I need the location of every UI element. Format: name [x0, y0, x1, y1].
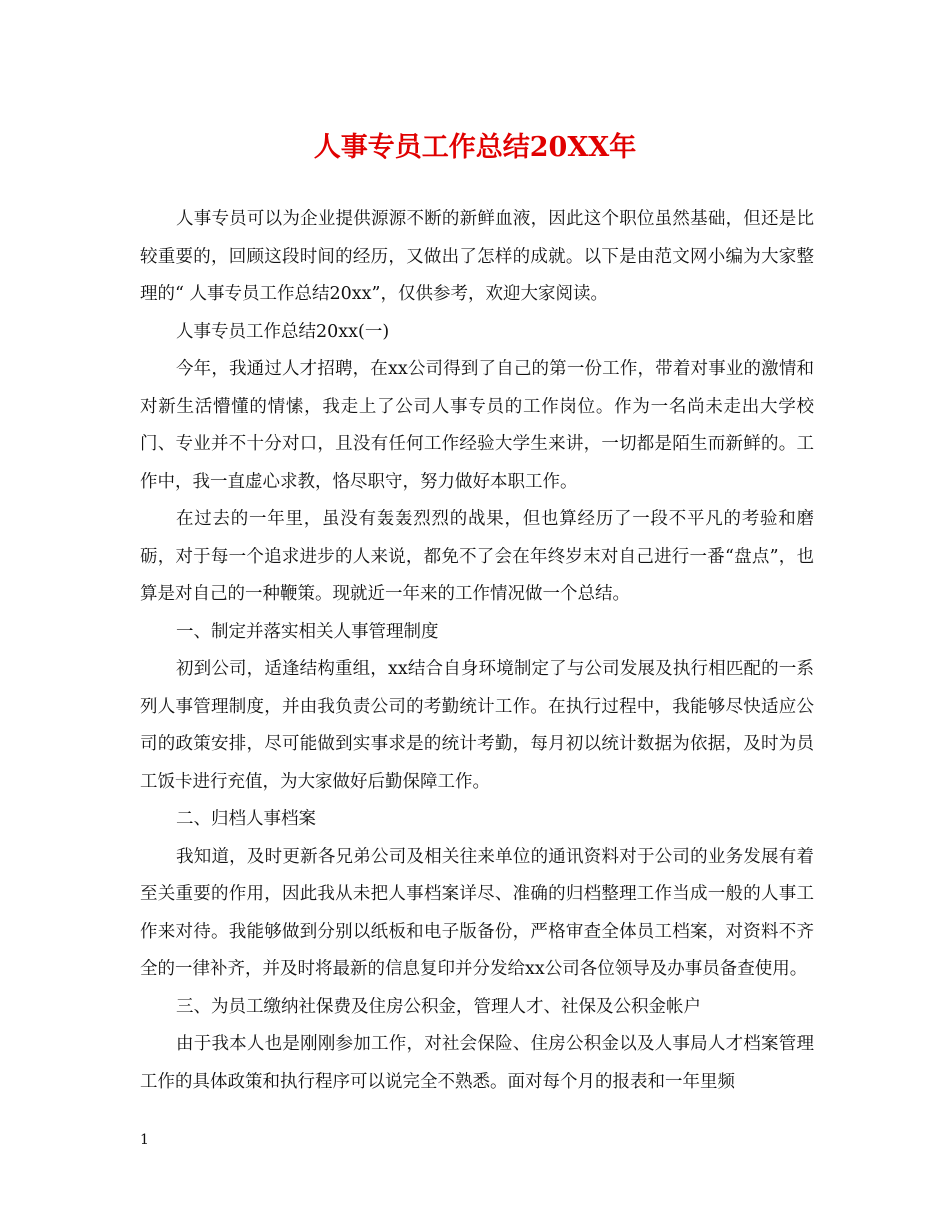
paragraph-social-insurance: 由于我本人也是刚刚参加工作，对社会保险、住房公积金以及人事局人才档案管理工作的具体政策和执行程序可以说完全不熟悉。面对每个月的报表和一年里频 [140, 1034, 814, 1092]
section-heading-rules: 一、制定并落实相关人事管理制度 [176, 621, 439, 642]
page-number: 1 [140, 1132, 149, 1148]
document-title: 人事专员工作总结20XX年 [313, 132, 637, 163]
document-body [140, 201, 814, 1101]
section-heading-summary-one: 人事专员工作总结20xx(一) [176, 321, 390, 342]
paragraph-intro: 人事专员可以为企业提供源源不断的新鲜血液，因此这个职位虽然基础，但还是比较重要的，回顾这段时间的经历，又做出了怎样的成就。以下是由范文网小编为大家整理的“ 人事专员工作总结20xx”，仅供参考，欢迎大家阅读。 [140, 209, 814, 304]
paragraph-archives: 我知道，及时更新各兄弟公司及相关往来单位的通讯资料对于公司的业务发展有着至关重要的作用，因此我从未把人事档案详尽、准确的归档整理工作当成一般的人事工作来对待。我能够做到分别以纸板和电子版备份，严格审查全体员工档案，对资料不齐全的一律补齐，并及时将最新的信息复印并分发给xx公司各位领导及办事员备查使用。 [140, 846, 814, 979]
paragraph-rules: 初到公司，适逢结构重组，xx结合自身环境制定了与公司发展及执行相匹配的一系列人事管理制度，并由我负责公司的考勤统计工作。在执行过程中，我能够尽快适应公司的政策安排，尽可能做到实事求是的统计考勤，每月初以统计数据为依据，及时为员工饭卡进行充值，为大家做好后勤保障工作。 [140, 659, 814, 792]
section-heading-archives: 二、归档人事档案 [176, 809, 316, 829]
section-heading-social-insurance: 三、为员工缴纳社保费及住房公积金，管理人才、社保及公积金帐户 [176, 996, 701, 1017]
paragraph-year-review: 在过去的一年里，虽没有轰轰烈烈的战果，但也算经历了一段不平凡的考验和磨砺，对于每一个追求进步的人来说，都免不了会在年终岁末对自己进行一番“盘点”，也算是对自己的一种鞭策。现就近一年来的工作情况做一个总结。 [140, 509, 814, 604]
paragraph-first-job: 今年，我通过人才招聘，在xx公司得到了自己的第一份工作，带着对事业的激情和对新生活懵懂的情愫，我走上了公司人事专员的工作岗位。作为一名尚未走出大学校门、专业并不十分对口，且没有任何工作经验大学生来讲，一切都是陌生而新鲜的。工作中，我一直虚心求教，恪尽职守，努力做好本职工作。 [140, 359, 814, 492]
